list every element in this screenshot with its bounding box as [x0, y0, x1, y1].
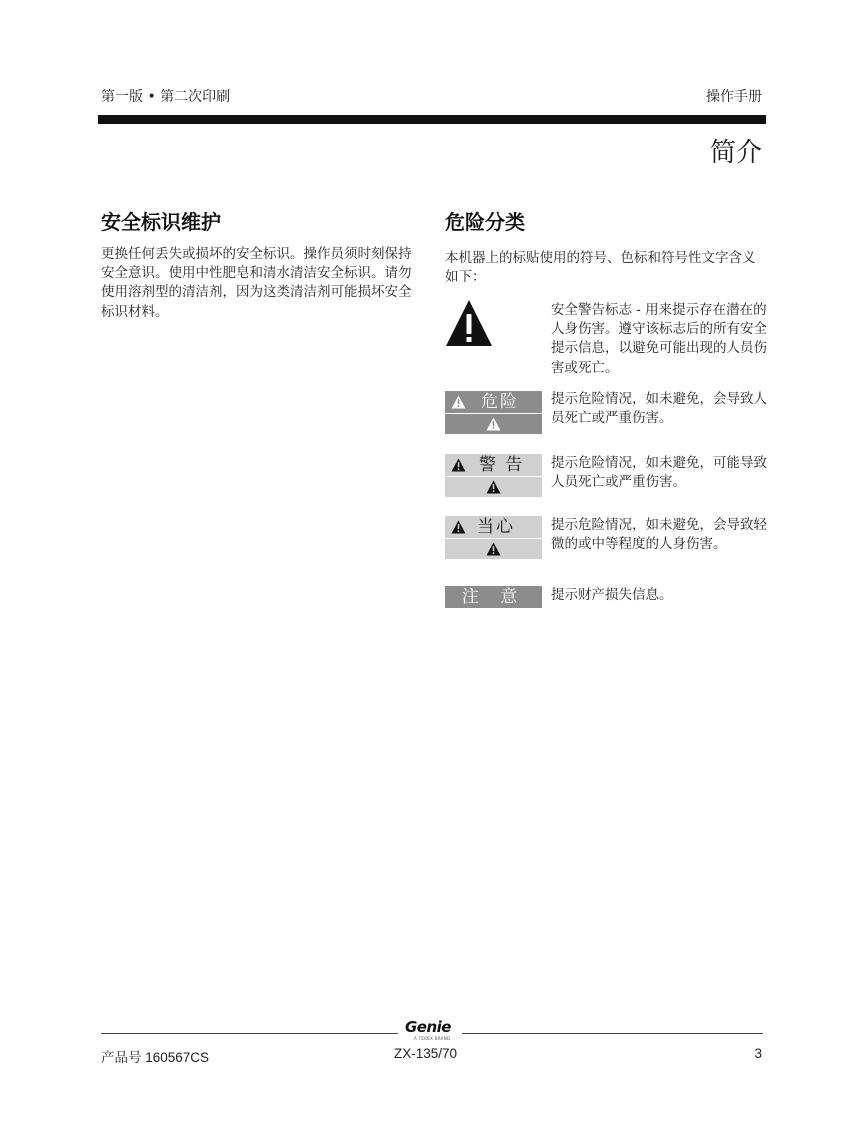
warning-sign — [445, 454, 542, 498]
alert-description: 安全警告标志 - 用来提示存在潜在的人身伤害。遵守该标志后的所有安全提示信息，以避免可能出现的人员伤害或死亡。 — [551, 302, 767, 376]
alert-triangle-icon — [486, 542, 501, 556]
danger-sign — [445, 391, 542, 435]
notice-description: 提示财产损失信息。 — [551, 587, 673, 603]
alert-triangle-icon — [486, 417, 501, 431]
alert-triangle-icon — [486, 480, 501, 494]
maintenance-body: 更换任何丢失或损坏的安全标识。操作员须时刻保持安全意识。使用中性肥皂和清水清洁安全标识。请勿使用溶剂型的清洁剂，因为这类清洁剂可能损坏安全标识材料。 — [101, 246, 412, 320]
alert-triangle-icon — [451, 458, 466, 472]
caution-sign-header — [445, 516, 542, 538]
danger-sign-symbol — [445, 414, 542, 434]
edition-label: 第一版 • 第二次印刷 — [101, 89, 231, 105]
warning-description: 提示危险情况，如未避免，可能导致人员死亡或严重伤害。 — [551, 455, 767, 491]
caution-sign-symbol — [445, 539, 542, 559]
model-number: ZX-135/70 — [394, 1046, 458, 1061]
caution-sign — [445, 516, 542, 560]
header-rule — [98, 115, 766, 124]
hazard-heading: 危险分类 — [445, 210, 525, 234]
logo-tagline: A TEREX BRAND — [414, 1036, 451, 1041]
hazard-intro: 本机器上的标贴使用的符号、色标和符号性文字含义如下： — [445, 250, 756, 286]
manual-label: 操作手册 — [706, 89, 762, 105]
section-title: 简介 — [709, 138, 762, 168]
part-number: 产品号 160567CS — [101, 1050, 210, 1065]
danger-label: 危险 — [481, 392, 519, 412]
maintenance-heading: 安全标识维护 — [101, 210, 221, 234]
safety-alert-icon — [445, 298, 493, 348]
warning-label: 警 告 — [479, 455, 525, 475]
alert-triangle-icon — [451, 520, 466, 534]
warning-sign-symbol — [445, 477, 542, 497]
alert-triangle-icon — [451, 395, 466, 409]
page-number: 3 — [754, 1046, 762, 1061]
notice-label: 注 意 — [445, 586, 542, 608]
footer-rule-right — [462, 1033, 763, 1034]
danger-sign-header — [445, 391, 542, 413]
footer-rule-left — [101, 1033, 398, 1034]
caution-label: 当心 — [477, 517, 515, 537]
danger-description: 提示危险情况，如未避免，会导致人员死亡或严重伤害。 — [551, 391, 767, 427]
genie-logo: Genie — [405, 1018, 451, 1036]
caution-description: 提示危险情况，如未避免，会导致轻微的或中等程度的人身伤害。 — [551, 517, 767, 553]
warning-sign-header — [445, 454, 542, 476]
